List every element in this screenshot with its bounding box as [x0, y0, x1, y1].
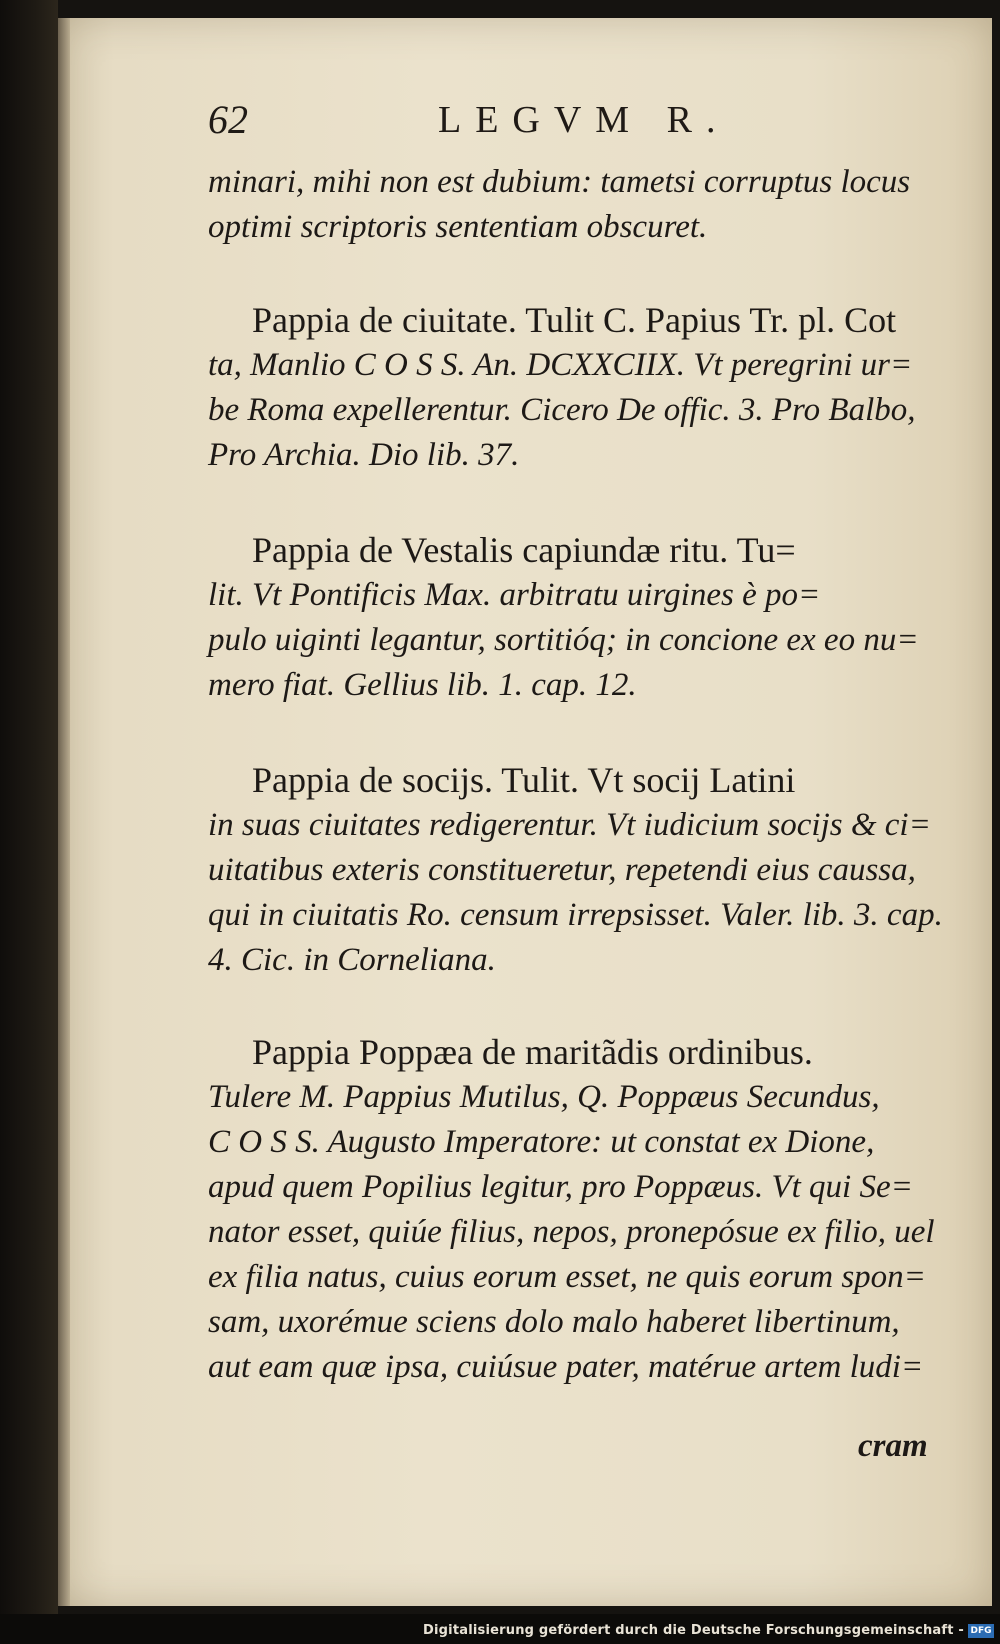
law-entry-de-vestalis — [208, 528, 936, 708]
text-line: C O S S. Augusto Imperatore: ut constat ex Dione, — [208, 1124, 875, 1160]
text-line: aut eam quæ ipsa, cuiúsue pater, matérue artem ludi= — [208, 1349, 924, 1385]
footer-bar — [0, 1614, 1000, 1644]
running-title: LEGVM R. — [438, 99, 730, 141]
entry-heading: Pappia Poppæa de maritãdis ordinibus. — [252, 1032, 813, 1072]
entry-heading: Pappia de socijs. Tulit. Vt socij Latini — [252, 760, 796, 800]
page-gutter — [58, 18, 70, 1606]
catchword: cram — [858, 1428, 928, 1464]
entry-heading: Pappia de ciuitate. Tulit C. Papius Tr. pl. Cot — [252, 300, 897, 340]
entry-heading: Pappia de Vestalis capiundæ ritu. Tu= — [252, 530, 796, 570]
law-entry-de-ciuitate — [208, 298, 936, 478]
text-line: qui in ciuitatis Ro. censum irrepsisset. Valer. lib. 3. cap. — [208, 897, 943, 933]
text-line: optimi scriptoris sententiam obscuret. — [208, 209, 708, 245]
text-line: ex filia natus, cuius eorum esset, ne quis eorum spon= — [208, 1259, 926, 1295]
law-entry-de-socijs — [208, 758, 943, 983]
text-line: 4. Cic. in Corneliana. — [208, 942, 496, 978]
digitization-credit: Digitalisierung gefördert durch die Deutsche Forschungsgemeinschaft - — [423, 1623, 964, 1638]
intro-paragraph — [208, 160, 936, 250]
page-header — [150, 96, 950, 156]
text-line: nator esset, quiúe filius, nepos, pronepósue ex filio, uel — [208, 1214, 935, 1250]
book-binding — [0, 0, 58, 1644]
dfg-logo: DFG — [968, 1624, 994, 1638]
text-line: ta, Manlio C O S S. An. DCXXCIIX. Vt peregrini ur= — [208, 347, 913, 383]
text-line: in suas ciuitates redigerentur. Vt iudicium socijs & ci= — [208, 807, 931, 843]
page-number: 62 — [208, 97, 248, 142]
text-line: minari, mihi non est dubium: tametsi corruptus locus — [208, 164, 911, 200]
text-line: Tulere M. Pappius Mutilus, Q. Poppæus Secundus, — [208, 1079, 880, 1115]
law-entry-pappia-poppaea — [208, 1030, 936, 1390]
text-line: pulo uiginti legantur, sortitióq; in concione ex eo nu= — [208, 622, 919, 658]
text-line: be Roma expellerentur. Cicero De offic. 3. Pro Balbo, — [208, 392, 916, 428]
text-line: uitatibus exteris constitueretur, repetendi eius caussa, — [208, 852, 916, 888]
text-line: sam, uxorémue sciens dolo malo haberet libertinum, — [208, 1304, 900, 1340]
text-line: mero fiat. Gellius lib. 1. cap. 12. — [208, 667, 637, 703]
text-line: Pro Archia. Dio lib. 37. — [208, 437, 520, 473]
text-line: lit. Vt Pontificis Max. arbitratu uirgines è po= — [208, 577, 821, 613]
text-line: apud quem Popilius legitur, pro Poppæus. Vt qui Se= — [208, 1169, 913, 1205]
